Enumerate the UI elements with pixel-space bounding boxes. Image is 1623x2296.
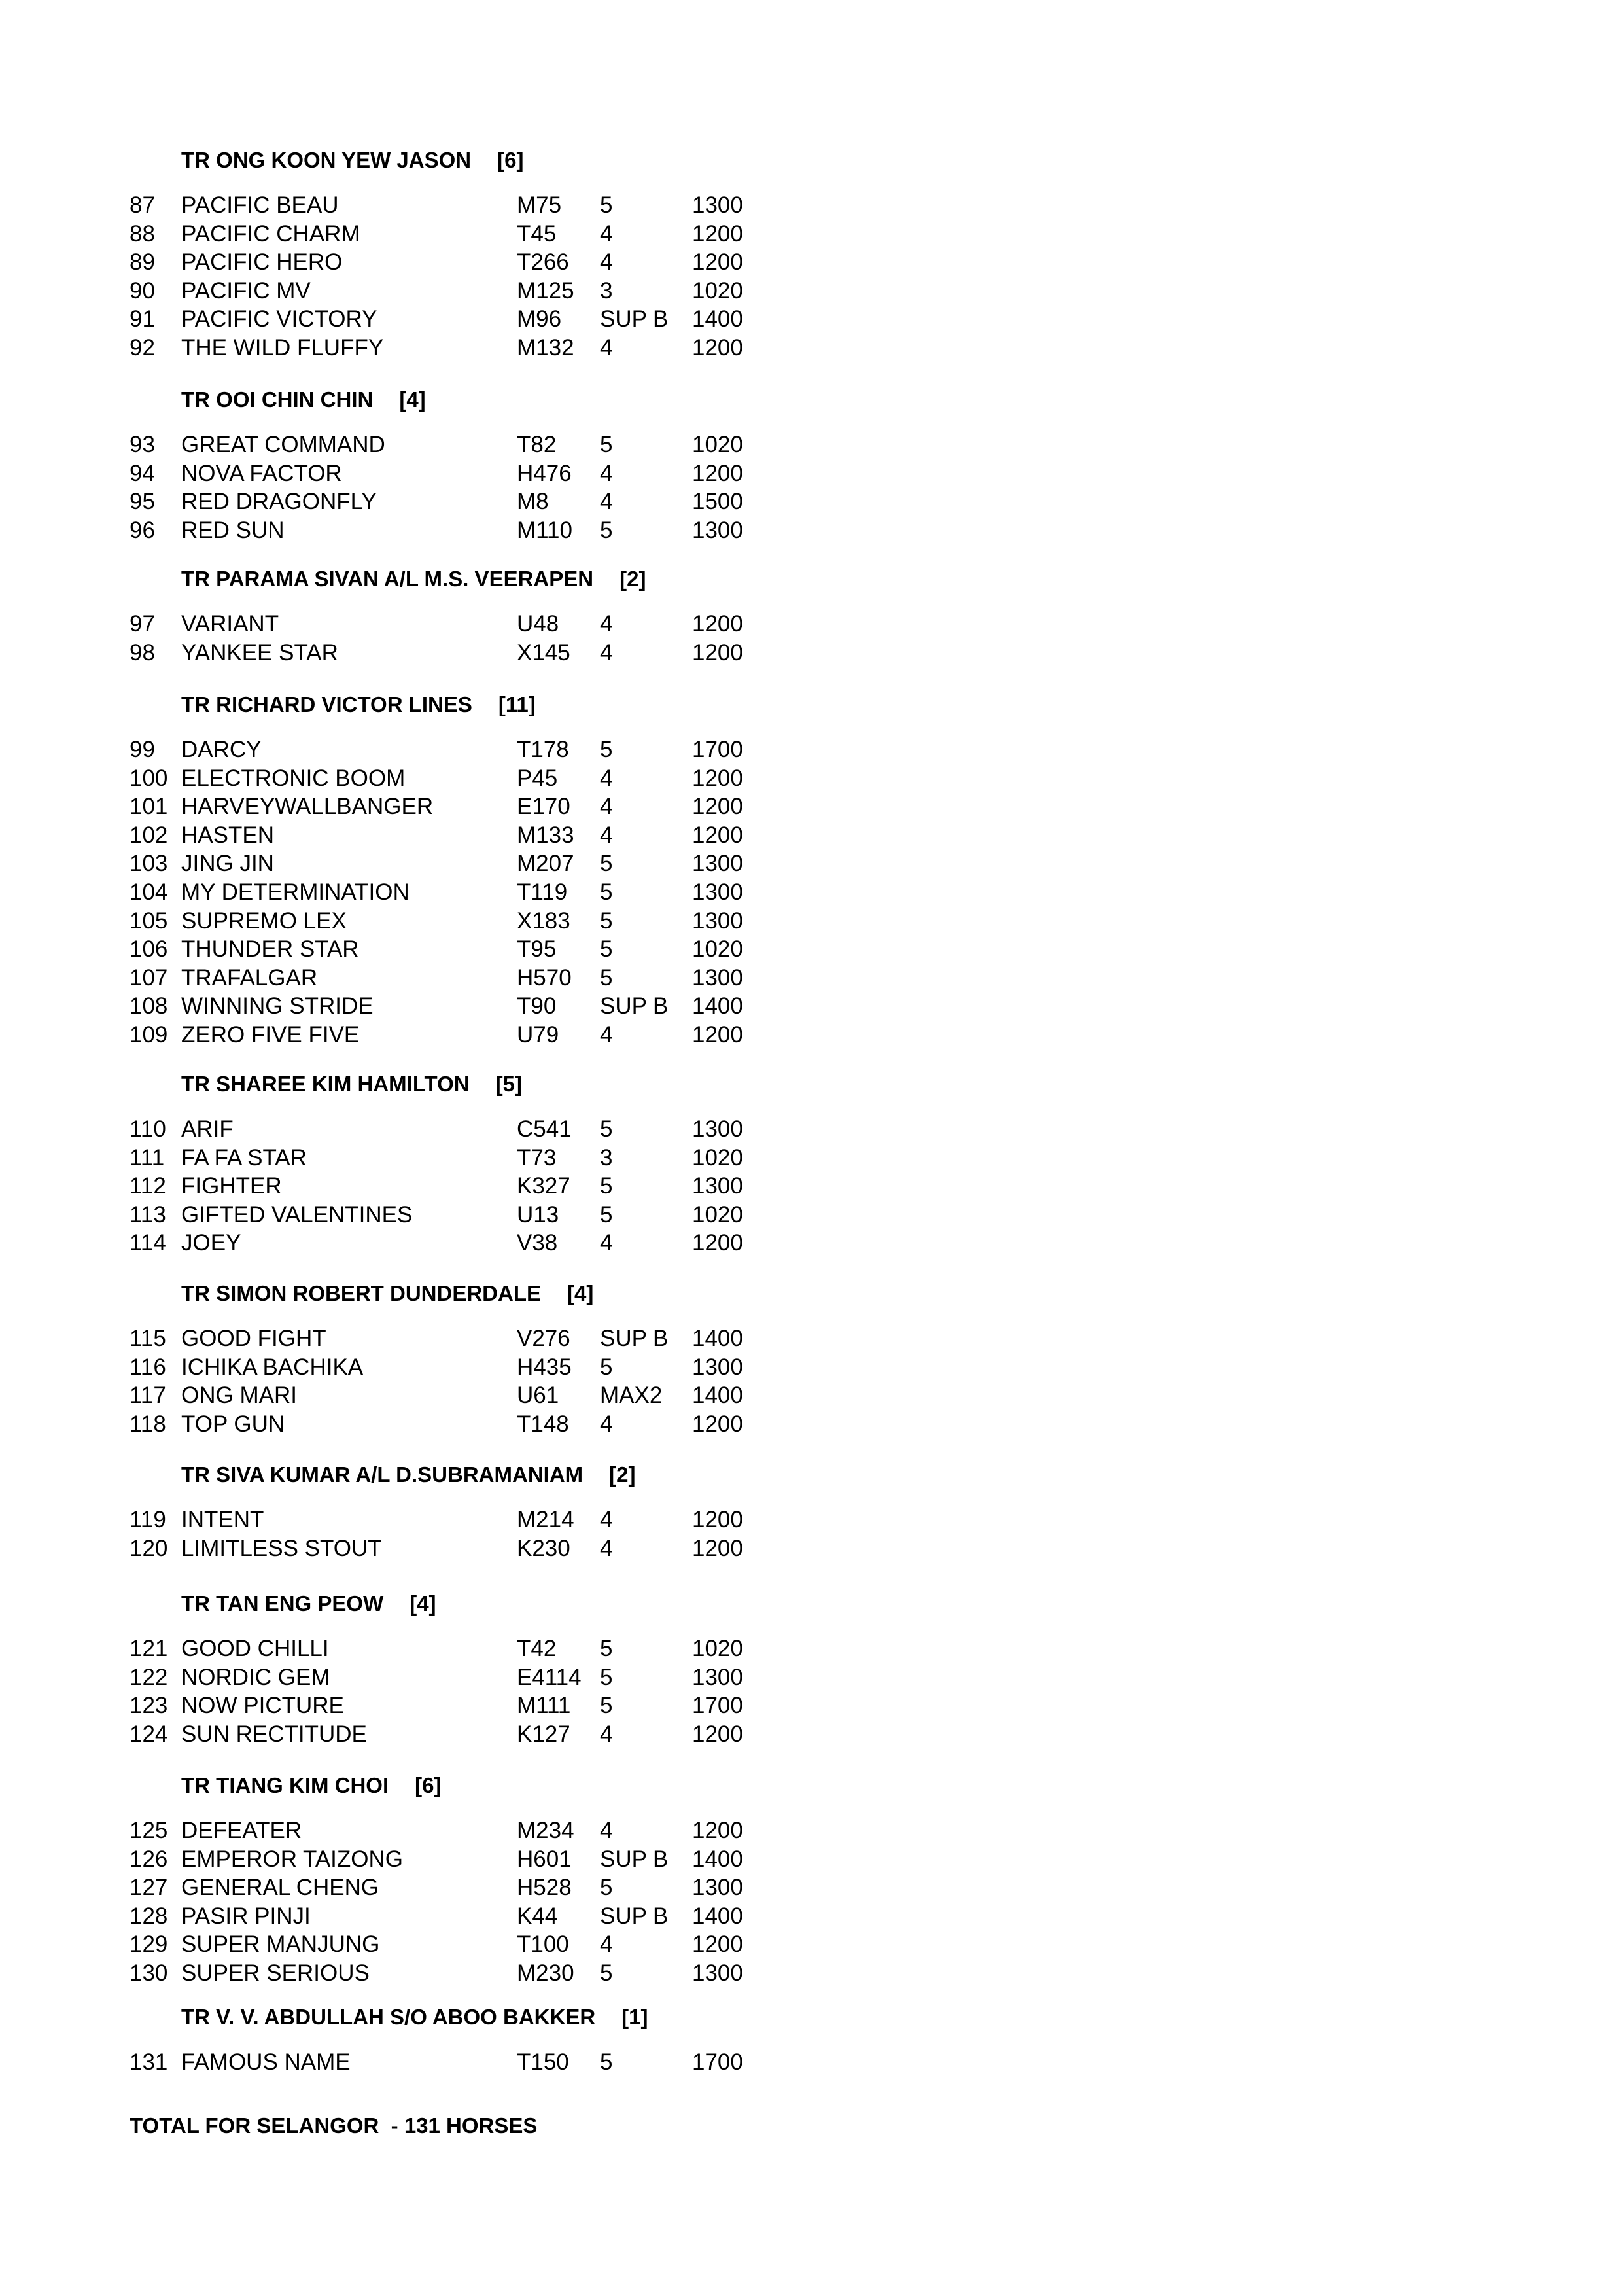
- horse-name: RED DRAGONFLY: [181, 489, 377, 514]
- horse-number: 95: [130, 489, 155, 514]
- horse-code: H435: [517, 1354, 572, 1380]
- horse-name: JING JIN: [181, 851, 274, 876]
- horse-class: 4: [600, 640, 613, 665]
- horse-number: 104: [130, 879, 168, 905]
- horse-distance: 1020: [692, 278, 743, 304]
- horse-name: TRAFALGAR: [181, 965, 318, 991]
- horse-code: T90: [517, 993, 557, 1019]
- horse-name: ONG MARI: [181, 1383, 297, 1408]
- trainer-heading: [181, 149, 523, 171]
- horse-number: 124: [130, 1722, 168, 1747]
- horse-class: 5: [600, 1116, 613, 1142]
- horse-code: M207: [517, 851, 574, 876]
- horse-name: FA FA STAR: [181, 1145, 307, 1171]
- horse-code: E170: [517, 794, 570, 819]
- horse-distance: 1300: [692, 1665, 743, 1690]
- horse-name: ICHIKA BACHIKA: [181, 1354, 364, 1380]
- horse-count: [2]: [609, 1462, 636, 1487]
- horse-code: M133: [517, 822, 574, 848]
- horse-name: SUN RECTITUDE: [181, 1722, 367, 1747]
- horse-code: T119: [517, 879, 568, 905]
- horse-code: T266: [517, 249, 569, 275]
- horse-distance: 1400: [692, 993, 743, 1019]
- horse-name: GOOD FIGHT: [181, 1326, 326, 1351]
- horse-number: 130: [130, 1960, 168, 1986]
- horse-number: 126: [130, 1846, 168, 1872]
- horse-name: ZERO FIVE FIVE: [181, 1022, 360, 1048]
- horse-name: WINNING STRIDE: [181, 993, 374, 1019]
- horse-class: 4: [600, 1722, 613, 1747]
- horse-code: T178: [517, 737, 569, 762]
- horse-distance: 1200: [692, 221, 743, 247]
- horse-count: [6]: [415, 1773, 442, 1797]
- horse-number: 128: [130, 1903, 168, 1929]
- horse-name: TOP GUN: [181, 1411, 285, 1437]
- horse-distance: 1200: [692, 766, 743, 791]
- horse-name: PACIFIC HERO: [181, 249, 343, 275]
- horse-code: C541: [517, 1116, 572, 1142]
- trainer-name: TR TAN ENG PEOW: [181, 1591, 384, 1616]
- horse-class: 5: [600, 192, 613, 218]
- horse-name: PACIFIC VICTORY: [181, 306, 377, 332]
- horse-name: GOOD CHILLI: [181, 1636, 329, 1661]
- horse-number: 121: [130, 1636, 168, 1661]
- horse-class: 4: [600, 489, 613, 514]
- horse-code: M110: [517, 518, 572, 543]
- horse-code: T45: [517, 221, 557, 247]
- horse-distance: 1300: [692, 1875, 743, 1900]
- horse-class: 4: [600, 461, 613, 486]
- horse-number: 111: [130, 1145, 165, 1171]
- horse-number: 90: [130, 278, 155, 304]
- horse-name: ELECTRONIC BOOM: [181, 766, 406, 791]
- horse-number: 123: [130, 1693, 168, 1718]
- horse-distance: 1300: [692, 1116, 743, 1142]
- horse-name: SUPREMO LEX: [181, 908, 347, 934]
- horse-class: 5: [600, 1354, 613, 1380]
- horse-number: 125: [130, 1818, 168, 1843]
- horse-number: 99: [130, 737, 155, 762]
- horse-distance: 1200: [692, 1230, 743, 1256]
- horse-class: 5: [600, 1636, 613, 1661]
- horse-code: H476: [517, 461, 572, 486]
- horse-name: GENERAL CHENG: [181, 1875, 379, 1900]
- horse-class: 5: [600, 1693, 613, 1718]
- horse-distance: 1200: [692, 335, 743, 361]
- horse-code: M96: [517, 306, 562, 332]
- horse-number: 119: [130, 1507, 166, 1532]
- horse-name: EMPEROR TAIZONG: [181, 1846, 404, 1872]
- horse-distance: 1300: [692, 908, 743, 934]
- horse-code: U13: [517, 1202, 559, 1227]
- horse-number: 92: [130, 335, 155, 361]
- horse-number: 93: [130, 432, 155, 457]
- horse-class: SUP B: [600, 1326, 669, 1351]
- horse-distance: 1020: [692, 1145, 743, 1171]
- horse-code: E4114: [517, 1665, 582, 1690]
- horse-code: K44: [517, 1903, 558, 1929]
- horse-code: T82: [517, 432, 557, 457]
- horse-number: 102: [130, 822, 168, 848]
- horse-name: THE WILD FLUFFY: [181, 335, 384, 361]
- horse-code: M125: [517, 278, 574, 304]
- horse-class: 4: [600, 221, 613, 247]
- trainer-heading: [181, 568, 646, 590]
- horse-class: 4: [600, 1818, 613, 1843]
- horse-code: M230: [517, 1960, 574, 1986]
- horse-distance: 1400: [692, 306, 743, 332]
- horse-distance: 1200: [692, 1022, 743, 1048]
- trainer-name: TR OOI CHIN CHIN: [181, 387, 374, 412]
- total-line: TOTAL FOR SELANGOR - 131 HORSES: [130, 2113, 538, 2138]
- horse-code: U61: [517, 1383, 559, 1408]
- horse-distance: 1200: [692, 461, 743, 486]
- horse-count: [4]: [399, 387, 426, 412]
- horse-name: RED SUN: [181, 518, 285, 543]
- trainer-heading: [181, 2006, 648, 2028]
- horse-number: 91: [130, 306, 155, 332]
- horse-code: H570: [517, 965, 572, 991]
- horse-class: SUP B: [600, 993, 669, 1019]
- horse-distance: 1200: [692, 1818, 743, 1843]
- horse-class: 5: [600, 518, 613, 543]
- trainer-name: TR V. V. ABDULLAH S/O ABOO BAKKER: [181, 2005, 596, 2029]
- trainer-name: TR TIANG KIM CHOI: [181, 1773, 389, 1797]
- horse-number: 112: [130, 1173, 166, 1199]
- horse-code: M111: [517, 1693, 571, 1718]
- horse-code: T95: [517, 936, 557, 962]
- horse-distance: 1200: [692, 1507, 743, 1532]
- horse-name: FAMOUS NAME: [181, 2049, 351, 2075]
- horse-code: H528: [517, 1875, 572, 1900]
- horse-distance: 1200: [692, 1536, 743, 1561]
- horse-distance: 1200: [692, 1411, 743, 1437]
- horse-number: 117: [130, 1383, 166, 1408]
- horse-code: M75: [517, 192, 562, 218]
- horse-name: LIMITLESS STOUT: [181, 1536, 382, 1561]
- horse-number: 97: [130, 611, 155, 637]
- horse-distance: 1300: [692, 1354, 743, 1380]
- horse-class: 3: [600, 278, 613, 304]
- horse-distance: 1400: [692, 1326, 743, 1351]
- horse-class: 4: [600, 1932, 613, 1957]
- horse-code: T150: [517, 2049, 569, 2075]
- horse-distance: 1300: [692, 879, 743, 905]
- trainer-heading: [181, 1282, 593, 1304]
- horse-code: K230: [517, 1536, 570, 1561]
- horse-count: [4]: [567, 1281, 594, 1305]
- horse-class: 5: [600, 851, 613, 876]
- horse-code: X145: [517, 640, 570, 665]
- horse-class: 5: [600, 737, 613, 762]
- horse-distance: 1200: [692, 1722, 743, 1747]
- trainer-name: TR ONG KOON YEW JASON: [181, 148, 472, 172]
- horse-distance: 1200: [692, 640, 743, 665]
- horse-count: [1]: [621, 2005, 648, 2029]
- horse-code: V276: [517, 1326, 570, 1351]
- horse-class: 5: [600, 1173, 613, 1199]
- horse-class: 4: [600, 822, 613, 848]
- horse-distance: 1300: [692, 965, 743, 991]
- horse-name: HASTEN: [181, 822, 274, 848]
- horse-number: 127: [130, 1875, 168, 1900]
- horse-class: SUP B: [600, 1846, 669, 1872]
- horse-class: 5: [600, 879, 613, 905]
- horse-name: NOVA FACTOR: [181, 461, 342, 486]
- horse-name: GIFTED VALENTINES: [181, 1202, 413, 1227]
- horse-class: 4: [600, 1536, 613, 1561]
- horse-distance: 1700: [692, 737, 743, 762]
- horse-distance: 1300: [692, 192, 743, 218]
- horse-class: 3: [600, 1145, 613, 1171]
- horse-class: 4: [600, 794, 613, 819]
- horse-name: INTENT: [181, 1507, 264, 1532]
- horse-distance: 1200: [692, 249, 743, 275]
- horse-class: 5: [600, 908, 613, 934]
- trainer-name: TR SHAREE KIM HAMILTON: [181, 1072, 470, 1096]
- horse-number: 122: [130, 1665, 168, 1690]
- horse-distance: 1200: [692, 794, 743, 819]
- horse-distance: 1300: [692, 1960, 743, 1986]
- horse-count: [5]: [495, 1072, 522, 1096]
- horse-code: U79: [517, 1022, 559, 1048]
- horse-class: 5: [600, 1960, 613, 1986]
- horse-name: PASIR PINJI: [181, 1903, 311, 1929]
- horse-number: 87: [130, 192, 155, 218]
- trainer-name: TR SIVA KUMAR A/L D.SUBRAMANIAM: [181, 1462, 584, 1487]
- horse-name: FIGHTER: [181, 1173, 282, 1199]
- horse-class: 4: [600, 335, 613, 361]
- horse-number: 131: [130, 2049, 168, 2075]
- horse-number: 89: [130, 249, 155, 275]
- horse-number: 96: [130, 518, 155, 543]
- horse-number: 103: [130, 851, 168, 876]
- horse-distance: 1200: [692, 611, 743, 637]
- horse-distance: 1500: [692, 489, 743, 514]
- horse-name: NORDIC GEM: [181, 1665, 330, 1690]
- horse-distance: 1700: [692, 2049, 743, 2075]
- horse-class: 4: [600, 611, 613, 637]
- horse-number: 108: [130, 993, 168, 1019]
- horse-code: K127: [517, 1722, 570, 1747]
- horse-count: [4]: [410, 1591, 436, 1616]
- horse-number: 105: [130, 908, 168, 934]
- horse-count: [6]: [497, 148, 524, 172]
- trainer-heading: [181, 389, 426, 410]
- horse-name: HARVEYWALLBANGER: [181, 794, 434, 819]
- horse-number: 94: [130, 461, 155, 486]
- horse-class: SUP B: [600, 306, 669, 332]
- horse-name: NOW PICTURE: [181, 1693, 344, 1718]
- horse-name: PACIFIC CHARM: [181, 221, 360, 247]
- horse-number: 98: [130, 640, 155, 665]
- horse-distance: 1020: [692, 1202, 743, 1227]
- horse-class: 5: [600, 1875, 613, 1900]
- horse-count: [11]: [498, 692, 536, 716]
- horse-class: 5: [600, 1202, 613, 1227]
- horse-class: 4: [600, 1230, 613, 1256]
- horse-distance: 1300: [692, 851, 743, 876]
- horse-code: X183: [517, 908, 570, 934]
- horse-distance: 1400: [692, 1903, 743, 1929]
- horse-code: H601: [517, 1846, 572, 1872]
- horse-number: 129: [130, 1932, 168, 1957]
- horse-distance: 1700: [692, 1693, 743, 1718]
- horse-class: 4: [600, 1411, 613, 1437]
- horse-number: 107: [130, 965, 168, 991]
- horse-number: 115: [130, 1326, 166, 1351]
- trainer-heading: [181, 1775, 442, 1796]
- horse-class: MAX2: [600, 1383, 663, 1408]
- trainer-heading: [181, 1593, 436, 1614]
- horse-name: VARIANT: [181, 611, 279, 637]
- horse-name: YANKEE STAR: [181, 640, 338, 665]
- horse-class: 5: [600, 2049, 613, 2075]
- horse-code: M8: [517, 489, 549, 514]
- horse-number: 100: [130, 766, 168, 791]
- horse-code: M132: [517, 335, 574, 361]
- horse-name: GREAT COMMAND: [181, 432, 385, 457]
- horse-code: P45: [517, 766, 558, 791]
- horse-distance: 1400: [692, 1846, 743, 1872]
- horse-code: T148: [517, 1411, 569, 1437]
- trainer-name: TR RICHARD VICTOR LINES: [181, 692, 472, 716]
- horse-class: 5: [600, 965, 613, 991]
- horse-code: V38: [517, 1230, 558, 1256]
- horse-distance: 1020: [692, 432, 743, 457]
- horse-number: 118: [130, 1411, 166, 1437]
- horse-number: 106: [130, 936, 168, 962]
- horse-class: 4: [600, 1507, 613, 1532]
- horse-class: 4: [600, 249, 613, 275]
- horse-name: DEFEATER: [181, 1818, 302, 1843]
- horse-number: 101: [130, 794, 168, 819]
- horse-distance: 1200: [692, 1932, 743, 1957]
- horse-code: U48: [517, 611, 559, 637]
- horse-number: 109: [130, 1022, 168, 1048]
- horse-class: 5: [600, 936, 613, 962]
- trainer-name: TR PARAMA SIVAN A/L M.S. VEERAPEN: [181, 567, 594, 591]
- horse-class: SUP B: [600, 1903, 669, 1929]
- horse-code: T100: [517, 1932, 569, 1957]
- horse-number: 120: [130, 1536, 168, 1561]
- horse-number: 113: [130, 1202, 166, 1227]
- horse-distance: 1200: [692, 822, 743, 848]
- trainer-heading: [181, 1464, 636, 1485]
- horse-class: 4: [600, 766, 613, 791]
- horse-distance: 1020: [692, 1636, 743, 1661]
- horse-code: M214: [517, 1507, 574, 1532]
- horse-number: 88: [130, 221, 155, 247]
- trainer-heading: [181, 1073, 522, 1095]
- horse-name: DARCY: [181, 737, 262, 762]
- horse-name: THUNDER STAR: [181, 936, 359, 962]
- horse-number: 114: [130, 1230, 166, 1256]
- horse-name: MY DETERMINATION: [181, 879, 410, 905]
- horse-distance: 1400: [692, 1383, 743, 1408]
- horse-class: 5: [600, 432, 613, 457]
- horse-number: 110: [130, 1116, 166, 1142]
- horse-number: 116: [130, 1354, 166, 1380]
- horse-count: [2]: [620, 567, 646, 591]
- horse-name: SUPER MANJUNG: [181, 1932, 380, 1957]
- horse-distance: 1300: [692, 1173, 743, 1199]
- horse-class: 4: [600, 1022, 613, 1048]
- horse-code: T42: [517, 1636, 557, 1661]
- horse-name: JOEY: [181, 1230, 241, 1256]
- trainer-name: TR SIMON ROBERT DUNDERDALE: [181, 1281, 541, 1305]
- horse-name: ARIF: [181, 1116, 234, 1142]
- trainer-heading: [181, 694, 536, 715]
- horse-class: 5: [600, 1665, 613, 1690]
- horse-name: PACIFIC MV: [181, 278, 311, 304]
- horse-code: T73: [517, 1145, 557, 1171]
- horse-code: M234: [517, 1818, 574, 1843]
- horse-name: PACIFIC BEAU: [181, 192, 339, 218]
- horse-distance: 1300: [692, 518, 743, 543]
- horse-code: K327: [517, 1173, 570, 1199]
- horse-distance: 1020: [692, 936, 743, 962]
- horse-name: SUPER SERIOUS: [181, 1960, 370, 1986]
